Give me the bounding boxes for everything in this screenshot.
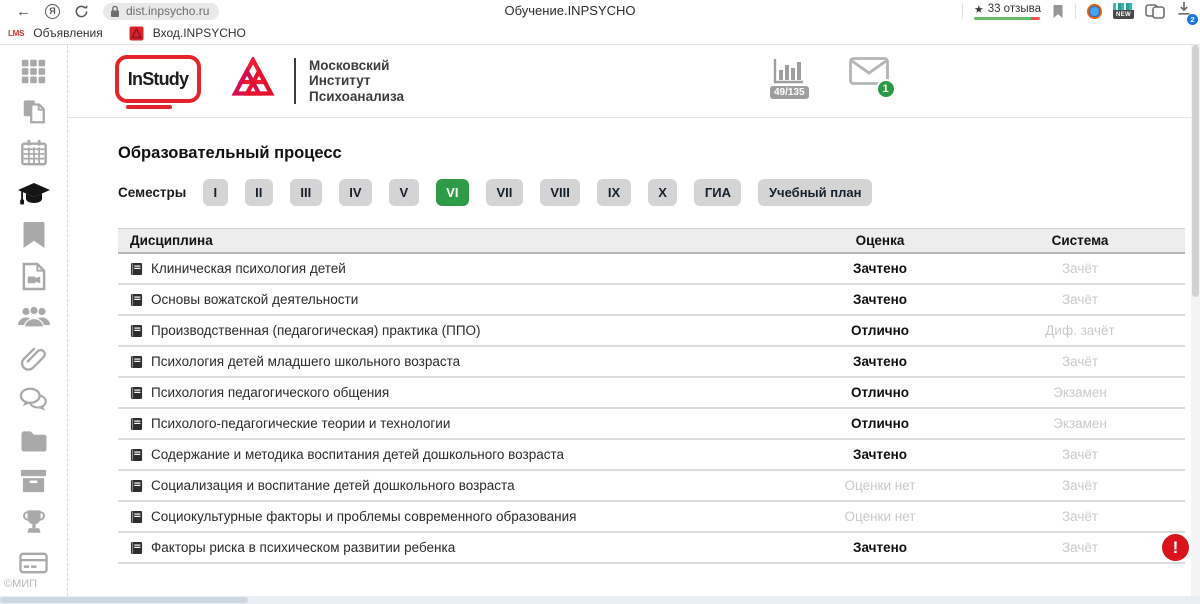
sidebar-item-bookmarks[interactable]	[17, 221, 51, 249]
card-icon	[19, 552, 48, 574]
system-value: Диф. зачёт	[1045, 323, 1115, 338]
system-value: Зачёт	[1061, 261, 1099, 276]
discipline-name[interactable]: Содержание и методика воспитания детей дошкольного возраста	[151, 447, 565, 462]
graduation-cap-icon	[17, 182, 51, 207]
table-row[interactable]	[118, 316, 1185, 347]
address-bar[interactable]	[103, 3, 219, 20]
semester-tab[interactable]: I	[203, 179, 228, 206]
semester-tab[interactable]: VIII	[540, 179, 581, 206]
reload-icon[interactable]	[74, 4, 89, 19]
semester-tab[interactable]: IX	[597, 179, 630, 206]
column-discipline: Дисциплина	[130, 233, 213, 248]
book-icon	[130, 355, 143, 369]
semester-tab[interactable]: Учебный план	[758, 179, 871, 206]
mip-triangles-logo	[227, 57, 279, 105]
side-panels-icon[interactable]	[1145, 4, 1165, 19]
table-row[interactable]	[118, 347, 1185, 378]
table-row[interactable]	[118, 471, 1185, 502]
toolbar-divider	[1075, 4, 1076, 19]
yandex-browser-icon[interactable]: Я	[45, 4, 60, 19]
vertical-scrollbar[interactable]	[1191, 45, 1200, 596]
calendar-icon	[20, 139, 48, 167]
url-text: dist.inpsycho.ru	[126, 4, 210, 18]
system-value: Зачёт	[1061, 292, 1099, 307]
disciplines-table	[118, 228, 1185, 564]
table-header-row	[118, 228, 1185, 254]
semester-tab[interactable]: X	[648, 179, 678, 206]
mip-favicon	[129, 26, 144, 41]
semesters-bar	[118, 179, 1200, 206]
sidebar-item-attachments[interactable]	[17, 344, 51, 372]
logo-divider	[294, 58, 296, 104]
sidebar-item-groups[interactable]	[17, 303, 51, 331]
book-icon	[130, 324, 143, 338]
page-title: Образовательный процесс	[118, 144, 342, 162]
apps-grid-icon	[20, 58, 47, 85]
sidebar-item-education[interactable]	[17, 180, 51, 208]
progress-stats-button[interactable]	[770, 57, 809, 99]
grade-value: Зачтено	[853, 540, 907, 555]
system-value: Экзамен	[1053, 416, 1107, 431]
instudy-logo-stand	[126, 105, 172, 109]
bookmark-page-icon[interactable]	[1052, 4, 1064, 19]
video-file-icon	[20, 262, 47, 291]
back-icon[interactable]: ←	[16, 2, 31, 20]
semester-tab[interactable]: II	[245, 179, 273, 206]
lock-icon	[110, 5, 120, 18]
paperclip-icon	[20, 345, 47, 372]
sidebar-item-files[interactable]	[17, 426, 51, 454]
download-count-badge: 2	[1187, 14, 1198, 25]
bookmark-item-login[interactable]: Вход.INPSYCHO	[152, 26, 246, 40]
system-value: Зачёт	[1061, 478, 1099, 493]
book-icon	[130, 541, 143, 555]
book-icon	[130, 386, 143, 400]
extension-circle-icon[interactable]	[1087, 4, 1102, 19]
discipline-name[interactable]: Психология педагогического общения	[151, 385, 390, 400]
tab-title: Обучение.INPSYCHO	[504, 3, 636, 18]
system-value: Зачёт	[1061, 447, 1099, 462]
sidebar-item-archive[interactable]	[17, 467, 51, 495]
site-rating[interactable]	[974, 3, 1041, 20]
semester-tab[interactable]: IV	[339, 179, 372, 206]
system-value: Экзамен	[1053, 385, 1107, 400]
toolbar-divider	[962, 4, 963, 19]
book-icon	[130, 510, 143, 524]
bookmark-icon	[22, 221, 46, 249]
archive-icon	[19, 468, 48, 494]
grade-value: Зачтено	[853, 292, 907, 307]
book-icon	[130, 262, 143, 276]
copyright-label: ©МИП	[4, 578, 38, 590]
sidebar-item-documents[interactable]	[17, 98, 51, 126]
rating-label: 33 отзыва	[987, 3, 1041, 15]
grade-value: Зачтено	[853, 261, 907, 276]
grade-value: Отлично	[850, 416, 910, 431]
table-body	[118, 254, 1185, 564]
institute-name: Московский Институт Психоанализа	[309, 57, 405, 104]
semester-tab[interactable]: ГИА	[694, 179, 741, 206]
extension-new-icon[interactable]: NEW	[1113, 3, 1134, 19]
instudy-logo-text: InStudy	[127, 68, 189, 89]
downloads-button[interactable]	[1176, 1, 1195, 24]
grade-value: Оценки нет	[844, 478, 916, 493]
grade-value: Зачтено	[853, 354, 907, 369]
book-icon	[130, 417, 143, 431]
discipline-name[interactable]: Социализация и воспитание детей дошкольного возраста	[151, 478, 515, 493]
left-sidebar	[0, 45, 68, 596]
site-header	[68, 45, 1200, 118]
grade-value: Оценки нет	[844, 509, 916, 524]
discipline-name[interactable]: Основы вожатской деятельности	[151, 292, 359, 307]
star-icon: ★	[973, 3, 984, 16]
table-row[interactable]	[118, 254, 1185, 285]
bookmarks-bar	[0, 22, 1200, 45]
sidebar-item-messages[interactable]	[17, 385, 51, 413]
rating-bar	[974, 17, 1040, 20]
browser-chrome	[0, 0, 1200, 22]
semester-tab[interactable]: V	[389, 179, 419, 206]
mail-count-badge: 1	[876, 79, 896, 99]
sidebar-item-payments[interactable]	[17, 549, 51, 577]
sidebar-item-calendar[interactable]	[17, 139, 51, 167]
folder-icon	[19, 428, 49, 453]
chat-icon	[19, 387, 49, 412]
semester-tabs	[203, 179, 872, 206]
progress-badge: 49/135	[770, 86, 809, 99]
instudy-logo[interactable]	[115, 55, 201, 103]
table-row[interactable]	[118, 409, 1185, 440]
alert-icon[interactable]: !	[1162, 534, 1189, 561]
semester-tab[interactable]: VII	[486, 179, 523, 206]
semesters-label: Семестры	[118, 185, 187, 200]
column-system: Система	[1051, 233, 1109, 248]
documents-icon	[20, 98, 48, 126]
discipline-name[interactable]: Производственная (педагогическая) практика (ППО)	[151, 323, 481, 338]
table-row[interactable]	[118, 440, 1185, 471]
table-row[interactable]	[118, 285, 1185, 316]
system-value: Зачёт	[1061, 509, 1099, 524]
grade-value: Отлично	[850, 323, 910, 338]
table-row[interactable]	[118, 502, 1185, 533]
lms-favicon: LMS	[8, 28, 25, 38]
book-icon	[130, 448, 143, 462]
semester-tab[interactable]: III	[290, 179, 322, 206]
discipline-name[interactable]: Факторы риска в психическом развитии ребенка	[151, 540, 456, 555]
horizontal-scrollbar[interactable]	[0, 596, 1200, 604]
sidebar-item-apps[interactable]	[17, 57, 51, 85]
grade-value: Отлично	[850, 385, 910, 400]
system-value: Зачёт	[1061, 354, 1099, 369]
discipline-name[interactable]: Психолого-педагогические теории и технологии	[151, 416, 451, 431]
sidebar-item-video-materials[interactable]	[17, 262, 51, 290]
discipline-name[interactable]: Психология детей младшего школьного возраста	[151, 354, 461, 369]
bar-chart-icon	[772, 57, 806, 85]
book-icon	[130, 479, 143, 493]
semester-tab[interactable]: VI	[436, 179, 469, 206]
table-row[interactable]	[118, 378, 1185, 409]
grade-value: Зачтено	[853, 447, 907, 462]
column-grade: Оценка	[855, 233, 905, 248]
book-icon	[130, 293, 143, 307]
vertical-scrollbar-thumb[interactable]	[1192, 45, 1199, 297]
discipline-name[interactable]: Клиническая психология детей	[151, 261, 346, 276]
discipline-name[interactable]: Социокультурные факторы и проблемы современного образования	[151, 509, 577, 524]
horizontal-scrollbar-thumb[interactable]	[0, 597, 248, 603]
trophy-icon	[20, 508, 48, 537]
table-row[interactable]	[118, 533, 1185, 564]
people-icon	[17, 305, 51, 329]
system-value: Зачёт	[1061, 540, 1099, 555]
mail-button[interactable]	[849, 57, 889, 95]
sidebar-item-achievements[interactable]	[17, 508, 51, 536]
bookmark-item-announcements[interactable]: Объявления	[33, 26, 103, 40]
